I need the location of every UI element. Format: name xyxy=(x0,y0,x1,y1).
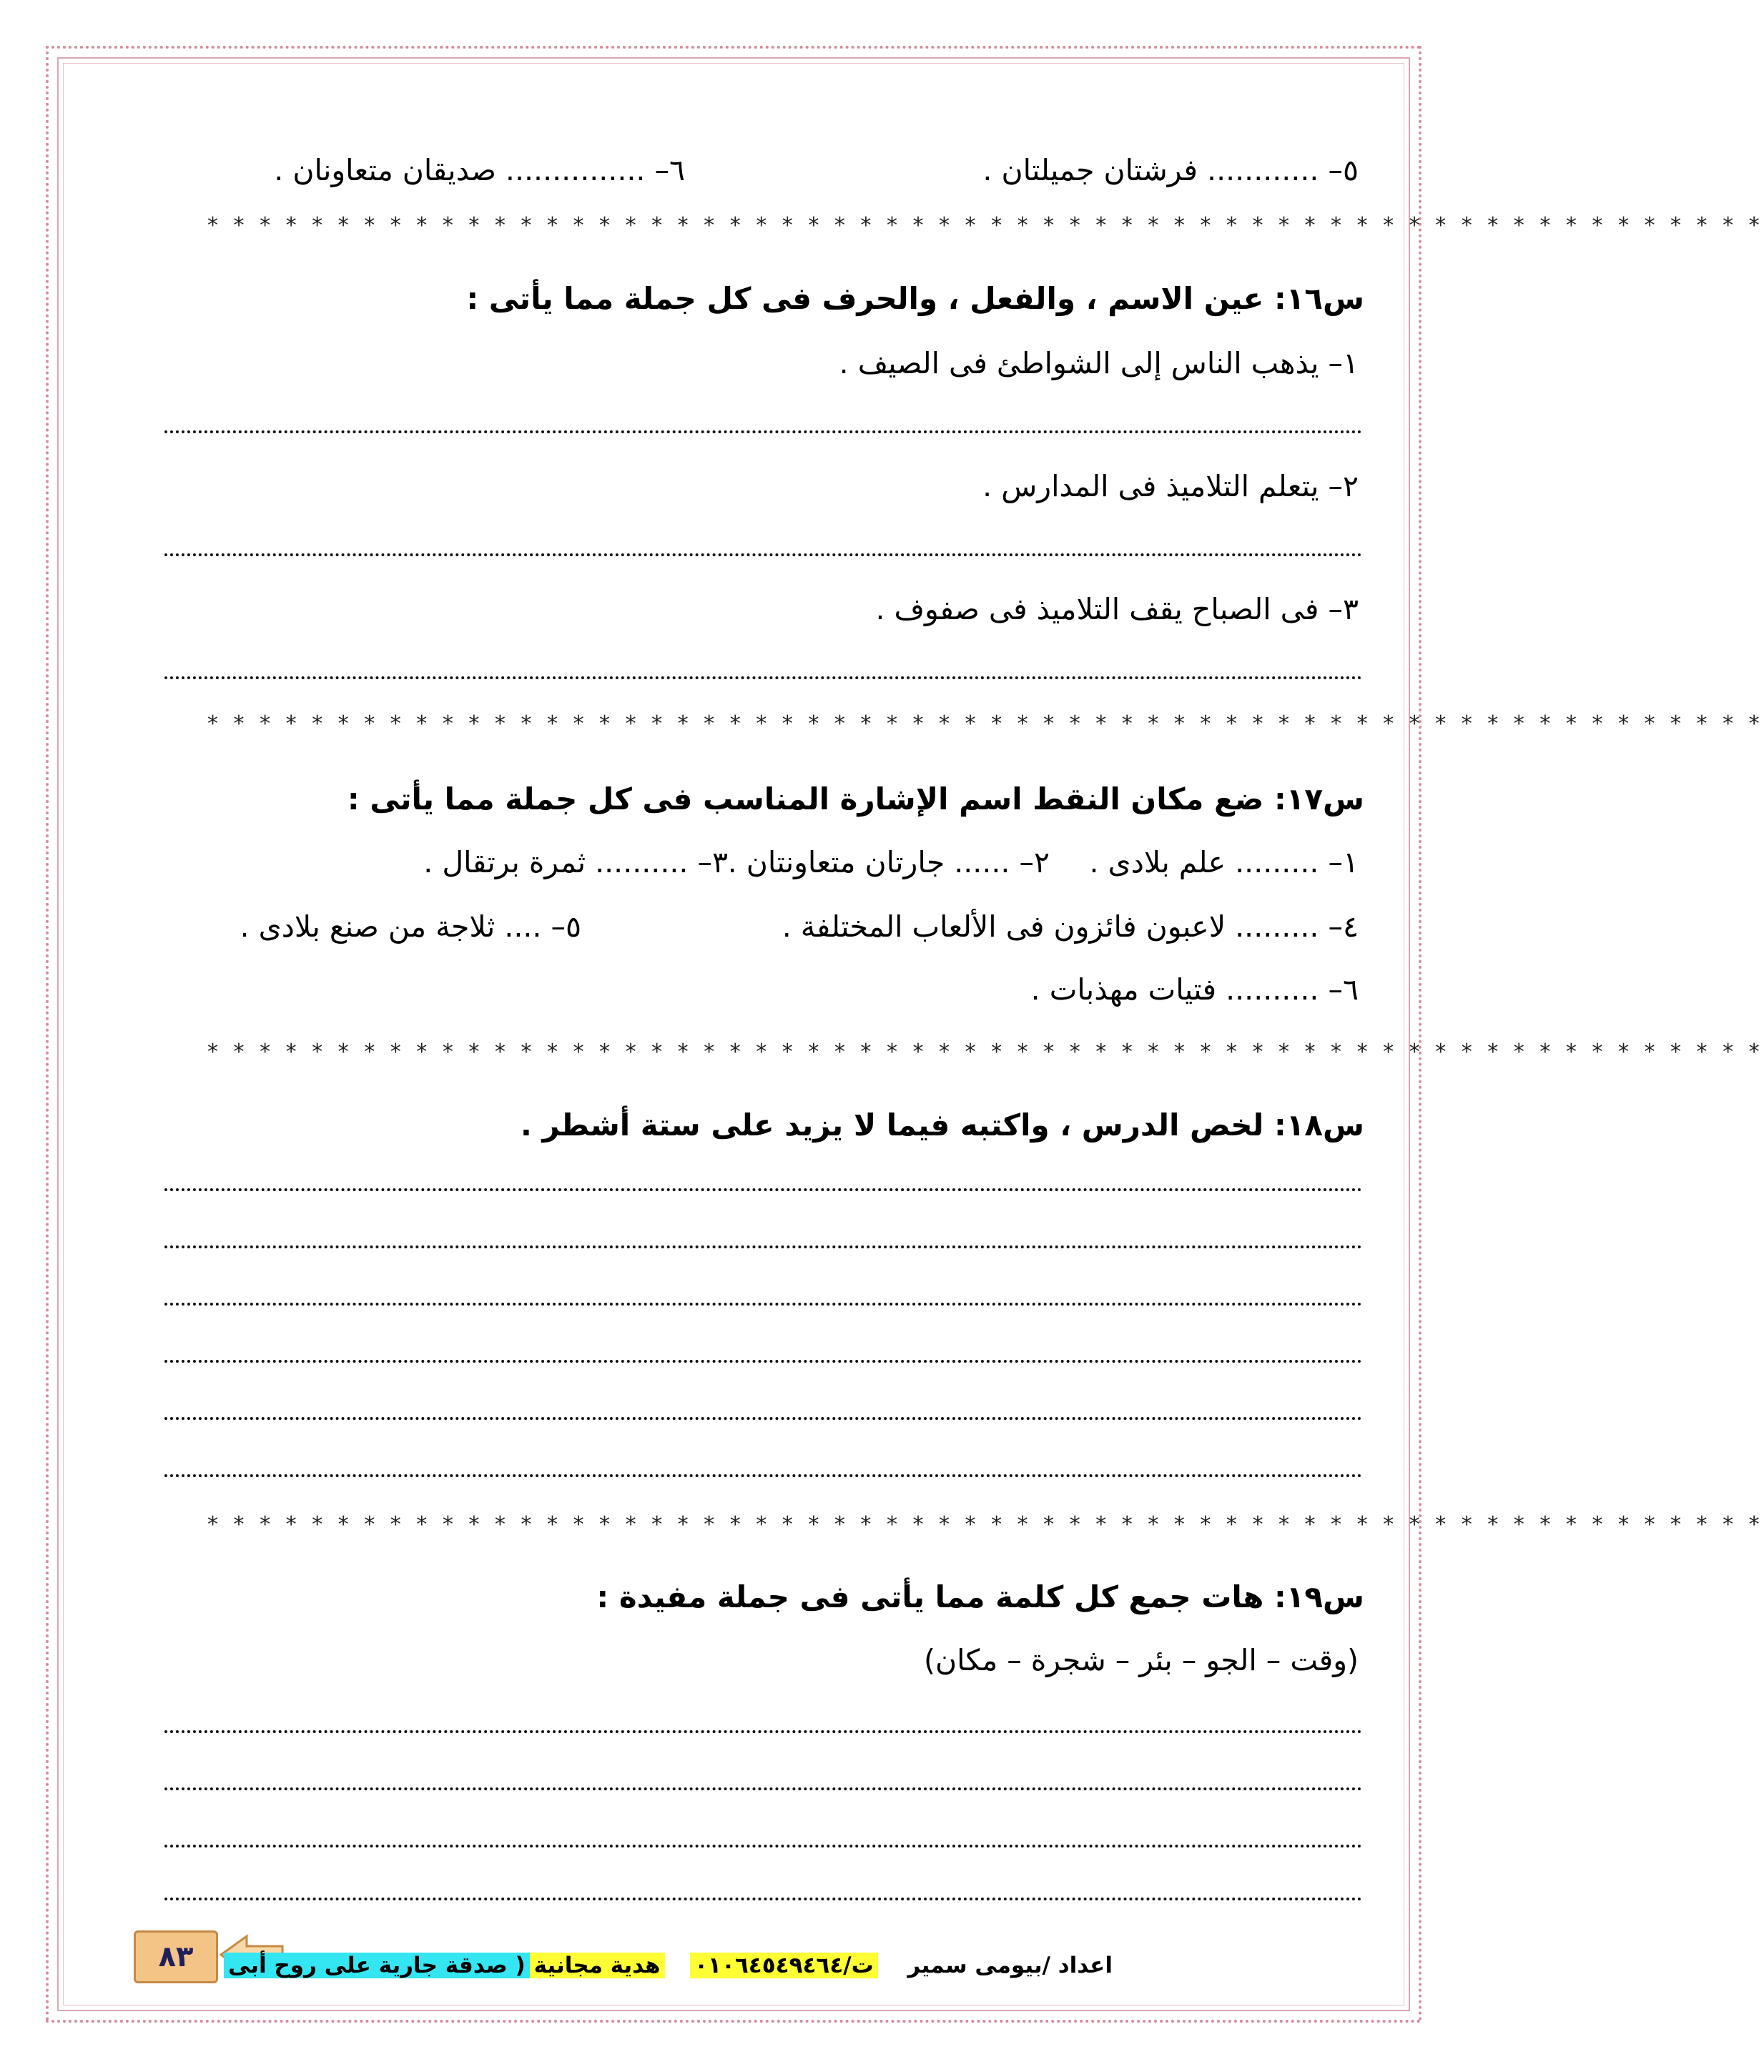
footer-phone: ت/٠١٠٦٤٥٤٩٤٦٤ xyxy=(690,1953,878,1978)
q17-item-2: ٢– ...... جارتان متعاونتان . xyxy=(727,845,1050,879)
q17-item-1: ١– ......... علم بلادى . xyxy=(1089,845,1359,879)
q16-item-3: ٣– فى الصباح يقف التلاميذ فى صفوف . xyxy=(875,592,1359,626)
answer-line[interactable] xyxy=(164,552,1362,556)
answer-line[interactable] xyxy=(164,1729,1362,1733)
star-separator: * * * * * * * * * * * * * * * * * * * * * * * * * * * * * * * * * * * * * * * * * * * * * * * * * * * * * * * * * * * * xyxy=(207,1512,1764,1537)
answer-line[interactable] xyxy=(164,1473,1362,1477)
footer-gift-part2: ( صدقة جارية على روح أبى xyxy=(224,1953,530,1978)
q-prev-item-6: ٦– ............... صديقان متعاونان . xyxy=(274,153,685,187)
q17-item-6: ٦– .......... فتيات مهذبات . xyxy=(1030,972,1359,1007)
answer-line[interactable] xyxy=(164,1244,1362,1248)
star-separator: * * * * * * * * * * * * * * * * * * * * * * * * * * * * * * * * * * * * * * * * * * * * * * * * * * * * * * * * * * * * xyxy=(207,1040,1764,1065)
answer-line[interactable] xyxy=(164,1301,1362,1306)
page-number: ٨٣ xyxy=(158,1940,194,1973)
star-separator: * * * * * * * * * * * * * * * * * * * * * * * * * * * * * * * * * * * * * * * * * * * * * * * * * * * * * * * * * * * * xyxy=(207,213,1764,238)
q16-title: س١٦: عين الاسم ، والفعل ، والحرف فى كل جملة مما يأتى : xyxy=(466,281,1364,316)
answer-line[interactable] xyxy=(164,675,1362,679)
answer-line[interactable] xyxy=(164,1896,1362,1900)
q16-item-1: ١– يذهب الناس إلى الشواطئ فى الصيف . xyxy=(839,346,1359,380)
q18-title: س١٨: لخص الدرس ، واكتبه فيما لا يزيد على ستة أشطر . xyxy=(520,1107,1364,1143)
q-prev-item-5: ٥– ............ فرشتان جميلتان . xyxy=(982,153,1359,187)
q19-title: س١٩: هات جمع كل كلمة مما يأتى فى جملة مفيدة : xyxy=(596,1579,1364,1614)
answer-line[interactable] xyxy=(164,1843,1362,1847)
q17-item-3: ٣– .......... ثمرة برتقال . xyxy=(423,845,728,879)
answer-line[interactable] xyxy=(164,1416,1362,1420)
footer-gift-part1: هدية مجانية xyxy=(530,1953,665,1978)
q17-item-4: ٤– ......... لاعبون فائزون فى الألعاب المختلفة . xyxy=(782,909,1359,944)
footer-author: اعداد /بيومى سمير xyxy=(907,1953,1113,1978)
page-number-badge xyxy=(134,1930,218,1983)
q17-title: س١٧: ضع مكان النقط اسم الإشارة المناسب فى كل جملة مما يأتى : xyxy=(347,781,1364,817)
answer-line[interactable] xyxy=(164,1786,1362,1790)
star-separator: * * * * * * * * * * * * * * * * * * * * * * * * * * * * * * * * * * * * * * * * * * * * * * * * * * * * * * * * * * * * xyxy=(207,711,1764,736)
answer-line[interactable] xyxy=(164,1187,1362,1191)
q16-item-2: ٢– يتعلم التلاميذ فى المدارس . xyxy=(982,469,1359,503)
answer-line[interactable] xyxy=(164,1358,1362,1363)
q17-item-5: ٥– .... ثلاجة من صنع بلادى . xyxy=(240,909,581,944)
q19-words: (وقت – الجو – بئر – شجرة – مكان) xyxy=(924,1643,1359,1677)
footer-credit xyxy=(224,1945,1113,1986)
answer-line[interactable] xyxy=(164,429,1362,433)
